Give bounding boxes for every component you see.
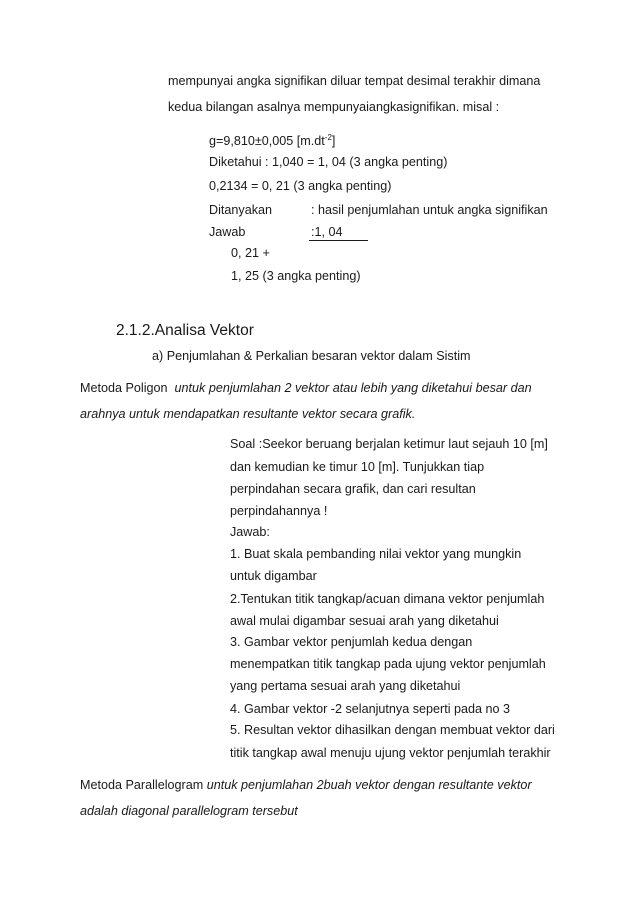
addition-result: 1, 25 (3 angka penting) [231,269,361,283]
intro-line-1: mempunyai angka signifikan diluar tempat desimal terakhir dimana [168,74,541,88]
soal-line: titik tangkap awal menuju ujung vektor penjumlah terakhir [230,746,551,760]
soal-line: yang pertama sesuai arah yang diketahui [230,679,461,693]
example-second-value: 0,2134 = 0, 21 (3 angka penting) [209,179,392,193]
soal-line: 1. Buat skala pembanding nilai vektor yang mungkin [230,547,522,561]
soal-line: untuk digambar [230,569,317,583]
soal-line: 4. Gambar vektor -2 selanjutnya seperti pada no 3 [230,702,511,716]
poligon-line-1 [80,380,532,396]
poligon-line-2: arahnya untuk mendapatkan resultante vektor secara grafik. [80,407,416,421]
parallelogram-line-2: adalah diagonal parallelogram tersebut [80,804,298,818]
soal-line: 3. Gambar vektor penjumlah kedua dengan [230,635,473,649]
soal-line: 5. Resultan vektor dihasilkan dengan membuat vektor dari [230,723,555,737]
parallelogram-line-1 [80,777,532,793]
section-heading: 2.1.2.Analisa Vektor [116,322,254,339]
soal-line: awal mulai digambar sesuai arah yang diketahui [230,614,499,628]
g-suffix: ] [331,134,336,148]
soal-line: menempatkan titik tangkap pada ujung vektor penjumlah [230,657,546,671]
soal-line: perpindahan secara grafik, dan cari resultan [230,482,476,496]
poligon-desc: untuk penjumlahan 2 vektor atau lebih yang diketahui besar dan [174,381,532,395]
soal-line: Soal :Seekor beruang berjalan ketimur laut sejauh 10 [m] [230,437,548,451]
soal-line: perpindahannya ! [230,504,328,518]
jawab-label: Jawab [209,225,246,239]
poligon-term: Metoda Poligon [80,381,168,395]
soal-line: Jawab: [230,525,270,539]
parallelogram-desc: untuk penjumlahan 2buah vektor dengan resultante vektor [206,778,532,792]
ditanyakan-label: Ditanyakan [209,203,273,217]
jawab-value: :1, 04 [311,225,343,239]
ditanyakan-value: : hasil penjumlahan untuk angka signifikan [311,203,548,217]
g-prefix: g=9,810±0,005 [m.dt [209,134,325,148]
section-subheading: a) Penjumlahan & Perkalian besaran vektor dalam Sistim [152,349,471,363]
example-diketahui: Diketahui : 1,040 = 1, 04 (3 angka penting) [209,155,448,169]
intro-line-2: kedua bilangan asalnya mempunyaiangkasignifikan. misal : [168,100,500,114]
g-exponent: -2 [324,133,332,142]
example-g-value [209,130,335,149]
soal-line: dan kemudian ke timur 10 [m]. Tunjukkan tiap [230,460,485,474]
jawab-underline [309,240,368,241]
soal-line: 2.Tentukan titik tangkap/acuan dimana vektor penjumlah [230,592,545,606]
addition-term: 0, 21 + [231,246,270,260]
parallelogram-term: Metoda Parallelogram [80,778,204,792]
